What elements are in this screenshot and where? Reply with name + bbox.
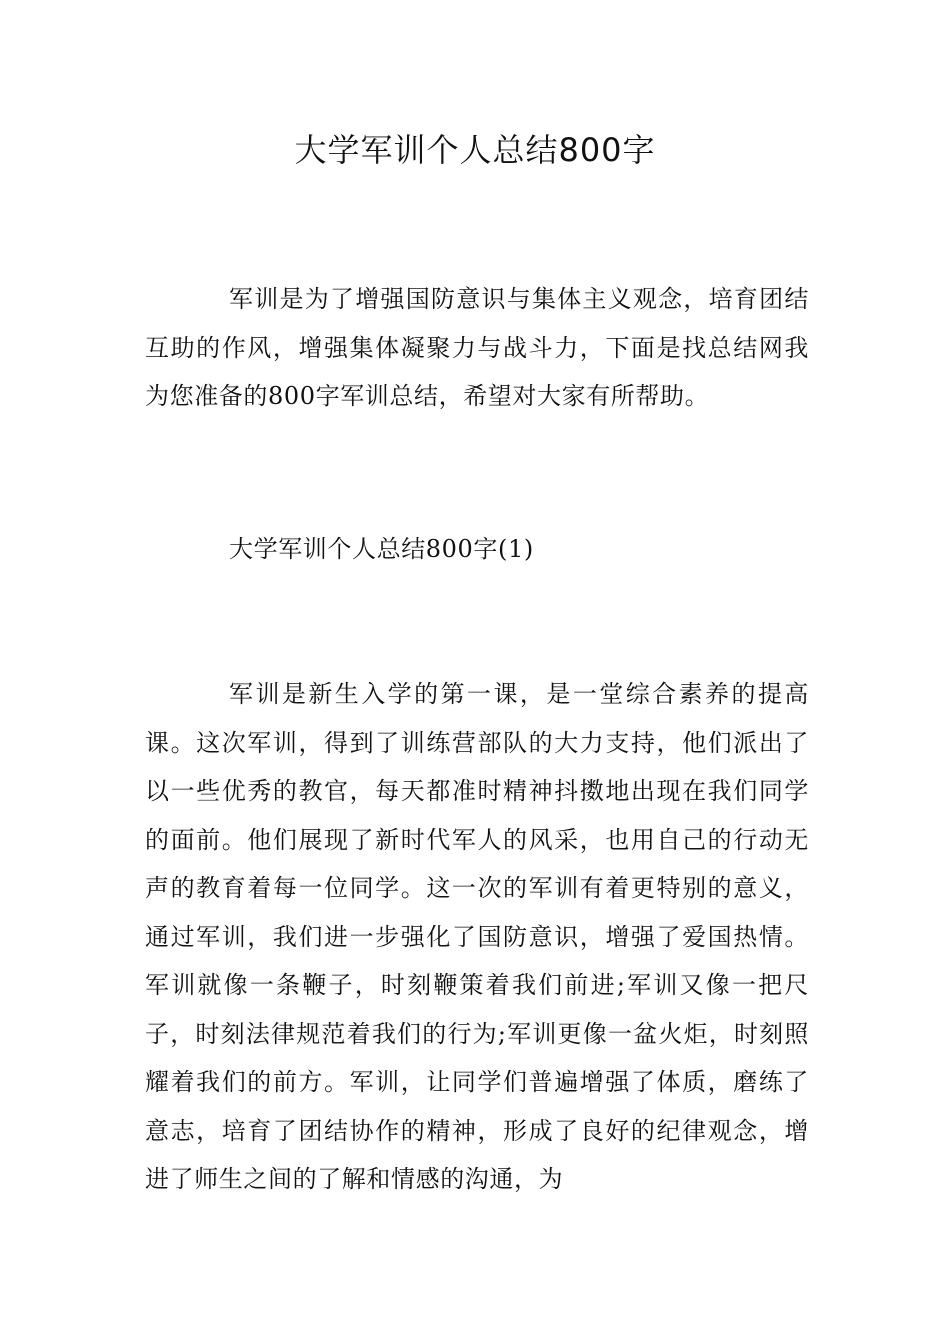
intro-paragraph: 军训是为了增强国防意识与集体主义观念，培育团结互助的作风，增强集体凝聚力与战斗力，下面是找总结网我为您准备的800字军训总结，希望对大家有所帮助。 (145, 285, 809, 410)
section-body-paragraph: 军训是新生入学的第一课，是一堂综合素养的提高课。这次军训，得到了训练营部队的大力支持，他们派出了以一些优秀的教官，每天都准时精神抖擞地出现在我们同学的面前。他们展现了新时代军人的风采，也用自己的行动无声的教育着每一位同学。这一次的军训有着更特别的意义，通过军训，我们进一步强化了国防意识，增强了爱国热情。军训就像一条鞭子，时刻鞭策着我们前进;军训又像一把尺子，时刻法律规范着我们的行为;军训更像一盆火炬，时刻照耀着我们的前方。军训，让同学们普遍增强了体质，磨练了意志，培育了团结协作的精神，形成了良好的纪律观念，增进了师生之间的了解和情感的沟通，为 (145, 680, 809, 1193)
document-title: 大学军训个人总结800字 (294, 131, 656, 169)
section-heading: 大学军训个人总结800字(1) (229, 535, 534, 563)
